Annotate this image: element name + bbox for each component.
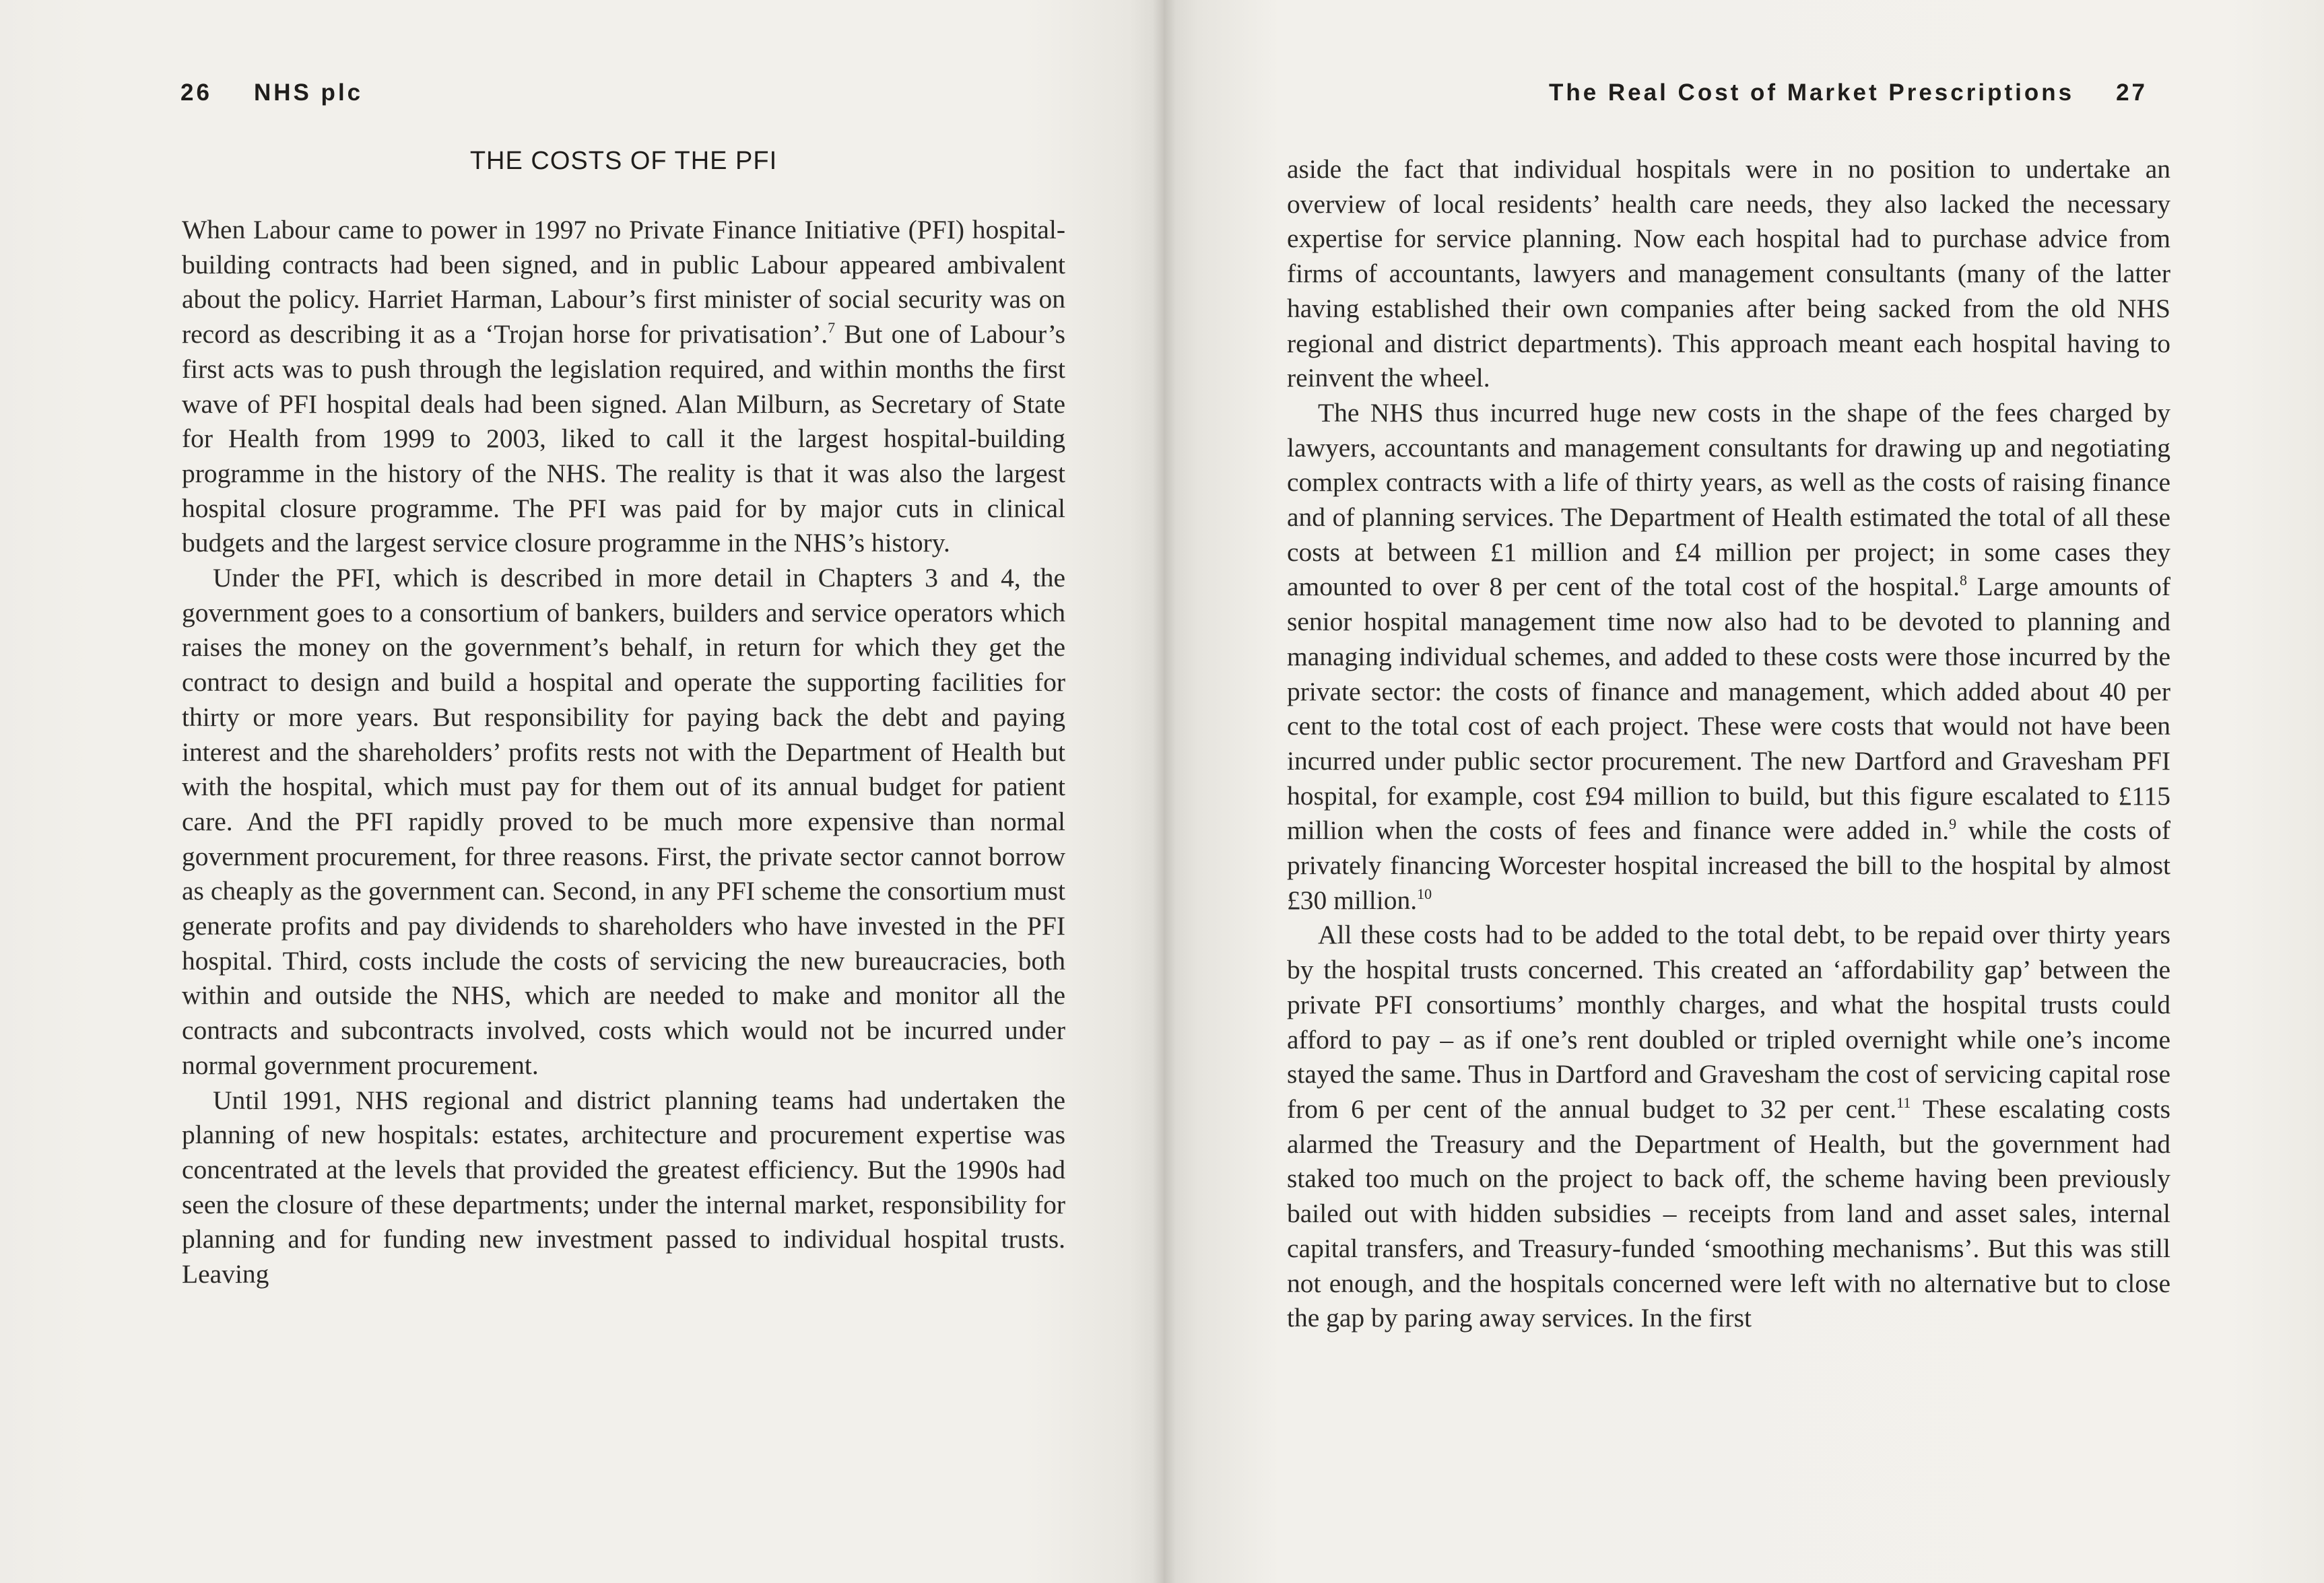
left-paragraph-1: When Labour came to power in 1997 no Private Finance Initiative (PFI) hospital-building contracts had been signed, and in public Labour appeared ambivalent about the policy. Harriet Harman, Labour’s first minister of social security was on record as describing it as a ‘Trojan horse for privatisation’.$^7$ But one of Labour’s first acts was to push through the legislation required, and within months the first wave of PFI hospital deals had been signed. Alan Milburn, as Secretary of State for Health from 1999 to 2003, liked to call it the largest hospital-building programme in the history of the NHS. The reality is that it was also the largest hospital closure programme. The PFI was paid for by major cuts in clinical budgets and the largest service closure programme in the NHS’s history. — [182, 215, 1065, 558]
section-heading: THE COSTS OF THE PFI — [469, 147, 778, 175]
footnote-ref-10: 10 — [1417, 885, 1432, 902]
right-paragraph-1: aside the fact that individual hospitals were in no position to undertake an overview of local residents’ health care needs, they also lacked the necessary expertise for service planning. Now each hospital had to purchase advice from firms of accountants, lawyers and management consultants (many of the latter having established their own companies after being sacked from the old NHS regional and district departments). This approach meant each hospital having to reinvent the wheel. — [1287, 154, 2170, 393]
right-page — [1164, 0, 2324, 1583]
right-text-column — [1287, 152, 2170, 1336]
right-running-title: The Real Cost of Market Prescriptions — [1548, 79, 2075, 106]
right-page-number: 27 — [2116, 79, 2148, 106]
right-paragraph-3: All these costs had to be added to the total debt, to be repaid over thirty years by the hospital trusts concerned. This created an ‘affordability gap’ between the private PFI consortiums’ monthly charges, and what the hospital trusts could afford to pay – as if one’s rent doubled or tripled overnight while one’s income stayed the same. Thus in Dartford and Gravesham the cost of servicing capital rose from 6 per cent of the annual budget to 32 per cent.$^{11}$ These escalating costs alarmed the Treasury and the Department of Health, but the government had staked too much on the project to back off, the scheme having been previously bailed out with hidden subsidies – receipts from land and asset sales, internal capital transfers, and Treasury-funded ‘smoothing mechanisms’. But this was still not enough, and the hospitals concerned were left with no alternative but to close the gap by paring away services. In the first — [1287, 920, 2170, 1333]
book-gutter — [1153, 0, 1176, 1583]
left-paragraph-3: Until 1991, NHS regional and district planning teams had undertaken the planning of new hospitals: estates, architecture and procurement expertise was concentrated at the levels that provided the greatest efficiency. But the 1990s had seen the closure of these departments; under the internal market, responsibility for planning and for funding new investment passed to individual hospital trusts. Leaving — [182, 1085, 1065, 1289]
footnote-ref-11: 11 — [1896, 1093, 1911, 1111]
left-page-number: 26 — [180, 79, 212, 106]
footnote-ref-7: 7 — [828, 319, 836, 337]
left-text-column — [182, 213, 1065, 1292]
footnote-ref-8: 8 — [1960, 572, 1968, 589]
left-running-title: NHS plc — [253, 79, 364, 106]
footnote-ref-9: 9 — [1949, 815, 1957, 833]
right-running-head — [1549, 79, 2148, 106]
left-paragraph-2: Under the PFI, which is described in more detail in Chapters 3 and 4, the government goes to a consortium of bankers, builders and service operators which raises the money on the government’s behalf, in return for which they get the contract to design and build a hospital and operate the supporting facilities for thirty or more years. But responsibility for paying back the debt and paying interest and the shareholders’ profits rests not with the Department of Health but with the hospital, which must pay for them out of its annual budget for patient care. And the PFI rapidly proved to be much more expensive than normal government procurement, for three reasons. First, the private sector cannot borrow as cheaply as the government can. Second, in any PFI scheme the consortium must generate profits and pay dividends to shareholders who have invested in the PFI hospital. Third, costs include the costs of servicing the new bureaucracies, both within and outside the NHS, which are needed to make and monitor all the contracts and subcontracts involved, costs which would not be incurred under normal government procurement. — [182, 563, 1065, 1080]
right-paragraph-2: The NHS thus incurred huge new costs in the shape of the fees charged by lawyers, accountants and management consultants for drawing up and negotiating complex contracts with a life of thirty years, as well as the costs of raising finance and of planning services. The Department of Health estimated the total of all these costs at between £1 million and £4 million per project; in some cases they amounted to over 8 per cent of the total cost of the hospital.$^8$ Large amounts of senior hospital management time now also had to be devoted to planning and managing individual schemes, and added to these costs were those incurred by the private sector: the costs of finance and management, which added about 40 per cent to the total cost of each project. These were costs that would not have been incurred under public sector procurement. The new Dartford and Gravesham PFI hospital, for example, cost £94 million to build, but this figure escalated to £115 million when the costs of fees and finance were added in.$^9$ while the costs of privately financing Worcester hospital increased the bill to the hospital by almost £30 million.$^{10}$ — [1287, 397, 2170, 915]
left-running-head — [180, 79, 363, 106]
